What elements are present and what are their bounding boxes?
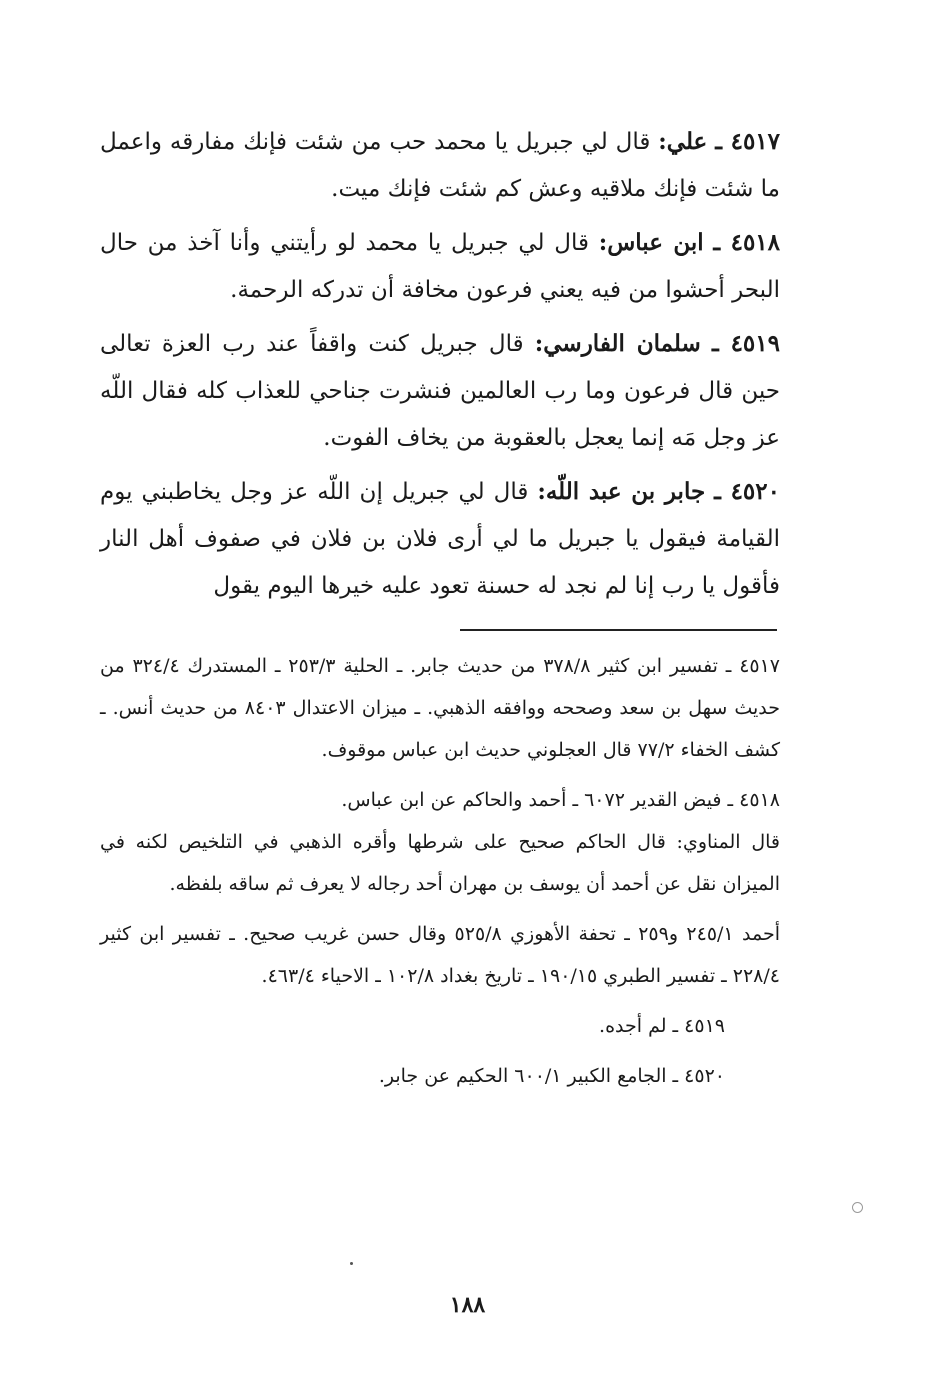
entry-number: ٤٥٢٠ ـ <box>714 478 780 505</box>
page-number: ١٨٨ <box>449 1292 486 1318</box>
entry-number: ٤٥١٩ ـ <box>711 330 780 357</box>
hadith-entry-4518 <box>100 219 780 314</box>
entry-text: قال لي جبريل إن اللّه عز وجل يخاطبني يوم القيامة فيقول يا جبريل ما لي أرى فلان بن فلان في صفوف أهل النار فأقول يا رب إنا لم نجد له حسنة تعود عليه خيرها اليوم يقول <box>100 479 780 599</box>
hadith-entry-4519 <box>100 320 780 462</box>
entry-narrator: جابر بن عبد اللّه: <box>537 478 706 505</box>
dot-mark-icon <box>350 1262 353 1265</box>
footnote-4518-refs: أحمد ٢٤٥/١ و٢٥٩ ـ تحفة الأهوزي ٥٢٥/٨ وقال حسن غريب صحيح. ـ تفسير ابن كثير ٢٢٨/٤ ـ تفسير الطبري ١٩٠/١٥ ـ تاريخ بغداد ١٠٢/٨ ـ الاحياء ٤٦٣/٤. <box>100 923 781 987</box>
entry-text: قال جبريل كنت واقفاً عند رب العزة تعالى حين قال فرعون وما رب العالمين فنشرت جناحي للعذاب كله فقال اللّه عز وجل مَه إنما يعجل بالعقوبة من يخاف الفوت. <box>100 331 780 451</box>
main-text <box>100 118 780 616</box>
hadith-entry-4520 <box>100 468 780 610</box>
footnote-4518-munawi: قال المناوي: قال الحاكم صحيح على شرطها وأقره الذهبي في التلخيص لكنه في الميزان نقل عن أحمد أن يوسف بن مهران أحد رجاله لا يعرف ثم ساقه بلفظه. <box>100 831 780 895</box>
entry-text: قال لي جبريل يا محمد لو رأيتني وأنا آخذ من حال البحر أحشوا من فيه يعني فرعون مخافة أن تدركه الرحمة. <box>100 230 780 303</box>
entry-number: ٤٥١٧ ـ <box>715 128 781 155</box>
footnote-4518: ٤٥١٨ ـ فيض القدير ٦٠٧٢ ـ أحمد والحاكم عن ابن عباس. <box>341 789 780 811</box>
entry-text: قال لي جبريل يا محمد حب من شئت فإنك مفارقه واعمل ما شئت فإنك ملاقيه وعش كم شئت فإنك ميت. <box>100 129 780 202</box>
hadith-entry-4517 <box>100 118 780 213</box>
entry-narrator: علي: <box>658 128 708 155</box>
footnote-4519: ٤٥١٩ ـ لم أجده. <box>599 1015 725 1037</box>
entry-narrator: ابن عباس: <box>598 229 704 256</box>
footnote-4517: ٤٥١٧ ـ تفسير ابن كثير ٣٧٨/٨ من حديث جابر. ـ الحلية ٢٥٣/٣ ـ المستدرك ٣٢٤/٤ من حديث سهل بن سعد وصححه ووافقه الذهبي. ـ ميزان الاعتدال ٨٤٠٣ من حديث أنس. ـ كشف الخفاء ٧٧/٢ قال العجلوني حديث ابن عباس موقوف. <box>100 655 781 761</box>
footnotes <box>100 645 780 1105</box>
circle-mark-icon <box>852 1202 863 1213</box>
footnote-separator <box>460 629 777 631</box>
entry-number: ٤٥١٨ ـ <box>713 229 781 256</box>
entry-narrator: سلمان الفارسي: <box>534 330 701 357</box>
footnote-4520: ٤٥٢٠ ـ الجامع الكبير ٦٠٠/١ الحكيم عن جابر. <box>378 1065 725 1087</box>
